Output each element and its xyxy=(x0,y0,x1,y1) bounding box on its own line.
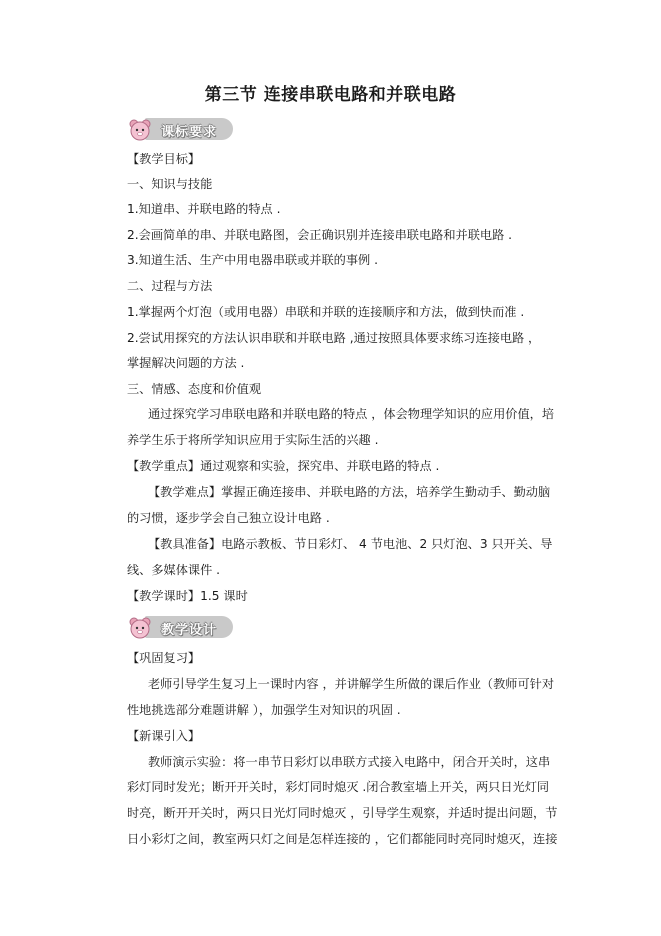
text-line: 老师引导学生复习上一课时内容 ，并讲解学生所做的课后作业（教师可针对 xyxy=(148,677,555,691)
text-line: 【教学课时】1.5 课时 xyxy=(127,589,248,603)
text-line: 掌握解决问题的方法 . xyxy=(127,356,245,370)
text-line: 一、知识与技能 xyxy=(127,177,213,191)
banner-label: 课标要求 xyxy=(161,125,218,140)
text-line: 性地挑选部分难题讲解 ），加强学生对知识的巩固 . xyxy=(127,703,401,717)
text-line: 3.知道生活、生产中用电器串联或并联的事例 . xyxy=(127,253,378,267)
banner-badge xyxy=(145,616,233,638)
text-line: 时亮，断开开关时，两只日光灯同时熄灭 ，引导学生观察，并适时提出问题，节 xyxy=(127,806,558,820)
text-line: 【教学难点】掌握正确连接串、并联电路的方法，培养学生勤动手、勤动脑 xyxy=(148,485,551,499)
text-line: 的习惯，逐步学会自己独立设计电路 . xyxy=(127,511,330,525)
text-line: 三、情感、态度和价值观 xyxy=(127,382,262,396)
bear-mascot-icon xyxy=(125,614,155,642)
text-line: 【教学重点】通过观察和实验，探究串、并联电路的特点 . xyxy=(127,459,440,473)
text-line: 2.尝试用探究的方法认识串联和并联电路 ,通过按照具体要求练习连接电路 ， xyxy=(127,331,541,345)
text-line: 日小彩灯之间，教室两只灯之间是怎样连接的 ，它们都能同时亮同时熄灭，连接 xyxy=(127,832,558,846)
section-banner-design xyxy=(125,614,237,642)
text-line: 【巩固复习】 xyxy=(127,651,201,665)
text-line: 1.掌握两个灯泡（或用电器）串联和并联的连接顺序和方法，做到快而准 . xyxy=(127,305,525,319)
text-line: 【教学目标】 xyxy=(127,152,201,166)
bear-mascot-icon xyxy=(125,116,155,144)
text-line: 1.知道串、并联电路的特点 . xyxy=(127,202,281,216)
text-line: 教师演示实验：将一串节日彩灯以串联方式接入电路中，闭合开关时，这串 xyxy=(148,755,551,769)
banner-badge xyxy=(145,118,233,140)
text-line: 二、过程与方法 xyxy=(127,279,213,293)
section-banner-standards xyxy=(125,116,237,144)
banner-label: 教学设计 xyxy=(161,623,218,638)
text-line: 彩灯同时发光；断开开关时，彩灯同时熄灭 .闭合教室墙上开关，两只日光灯同 xyxy=(127,780,550,794)
text-line: 【教具准备】电路示教板、节日彩灯、 4 节电池、2 只灯泡、3 只开关、导 xyxy=(148,537,553,551)
text-line: 养学生乐于将所学知识应用于实际生活的兴趣 . xyxy=(127,433,379,447)
page-title: 第三节 连接串联电路和并联电路 xyxy=(204,85,457,105)
text-line: 【新课引入】 xyxy=(127,729,201,743)
text-line: 2.会画简单的串、并联电路图，会正确识别并连接串联电路和并联电路 . xyxy=(127,228,513,242)
text-line: 通过探究学习串联电路和并联电路的特点 ，体会物理学知识的应用价值，培 xyxy=(148,407,555,421)
text-line: 线、多媒体课件 . xyxy=(127,563,221,577)
